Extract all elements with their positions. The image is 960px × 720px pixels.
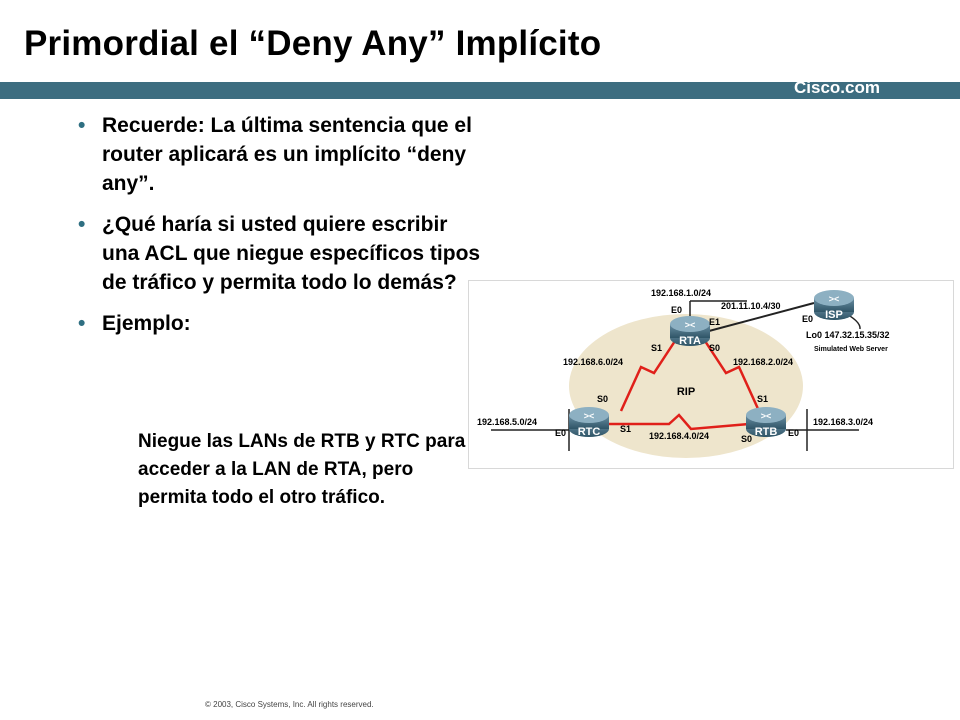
net-label-isp-link: 201.11.10.4/30 (721, 301, 781, 311)
svg-text:><: >< (760, 411, 772, 421)
bullet-item (74, 210, 484, 297)
bullet-marker: • (78, 213, 86, 236)
isp-loopback-label: Lo0 147.32.15.35/32 (806, 330, 890, 340)
bullet-text: ¿Qué haría si usted quiere escribir una ACL que niegue específicos tipos de tráfico y permita todo lo demás? (102, 213, 481, 294)
header-bar (0, 78, 960, 99)
bullet-marker: • (78, 114, 86, 137)
if-rtc-e0: E0 (555, 428, 567, 438)
bullet-item (74, 111, 484, 198)
isp-server-label: Simulated Web Server (814, 346, 888, 353)
rip-label: RIP (676, 386, 696, 398)
network-diagram (468, 280, 954, 469)
slide-title: Primordial el “Deny Any” Implícito (24, 24, 602, 63)
if-rtb-s1: S1 (757, 394, 769, 404)
example-description: Niegue las LANs de RTB y RTC para acceder a la LAN de RTA, pero permita todo el otro tráfico. (138, 431, 466, 508)
copyright-footer: © 2003, Cisco Systems, Inc. All rights reserved. (205, 700, 374, 709)
svg-text:><: >< (684, 320, 696, 330)
net-label-rtc-rtb: 192.168.4.0/24 (649, 431, 710, 441)
net-label-rta-rtb: 192.168.2.0/24 (733, 357, 794, 367)
router-isp-label: ISP (825, 309, 843, 321)
if-rtb-e0: E0 (788, 428, 800, 438)
net-label-rtb-lan: 192.168.3.0/24 (813, 417, 874, 427)
bullet-text: Recuerde: La última sentencia que el router aplicará es un implícito “deny any”. (102, 114, 472, 195)
bullet-marker: • (78, 312, 86, 335)
svg-text:><: >< (828, 294, 840, 304)
if-rtc-s1: S1 (620, 424, 632, 434)
net-label-rtc-lan: 192.168.5.0/24 (477, 417, 538, 427)
network-diagram-svg (469, 281, 953, 468)
bullet-text: Ejemplo: (102, 312, 191, 335)
if-rtc-s0: S0 (597, 394, 609, 404)
svg-text:><: >< (583, 411, 595, 421)
if-rta-s0: S0 (709, 343, 721, 353)
if-rta-e0: E0 (671, 305, 683, 315)
bullet-list (74, 111, 484, 350)
if-rta-s1: S1 (651, 343, 663, 353)
net-label-rtc-rta: 192.168.6.0/24 (563, 357, 624, 367)
cisco-brand-label: Cisco.com (794, 78, 880, 97)
if-isp-e0: E0 (802, 314, 814, 324)
net-label-rta-lan: 192.168.1.0/24 (651, 288, 712, 298)
router-rta-label: RTA (679, 335, 701, 347)
if-rtb-s0: S0 (741, 434, 753, 444)
if-rta-e1: E1 (709, 317, 721, 327)
router-rtb-label: RTB (754, 426, 778, 438)
bullet-item (74, 309, 484, 338)
router-rtc-label: RTC (577, 426, 601, 438)
